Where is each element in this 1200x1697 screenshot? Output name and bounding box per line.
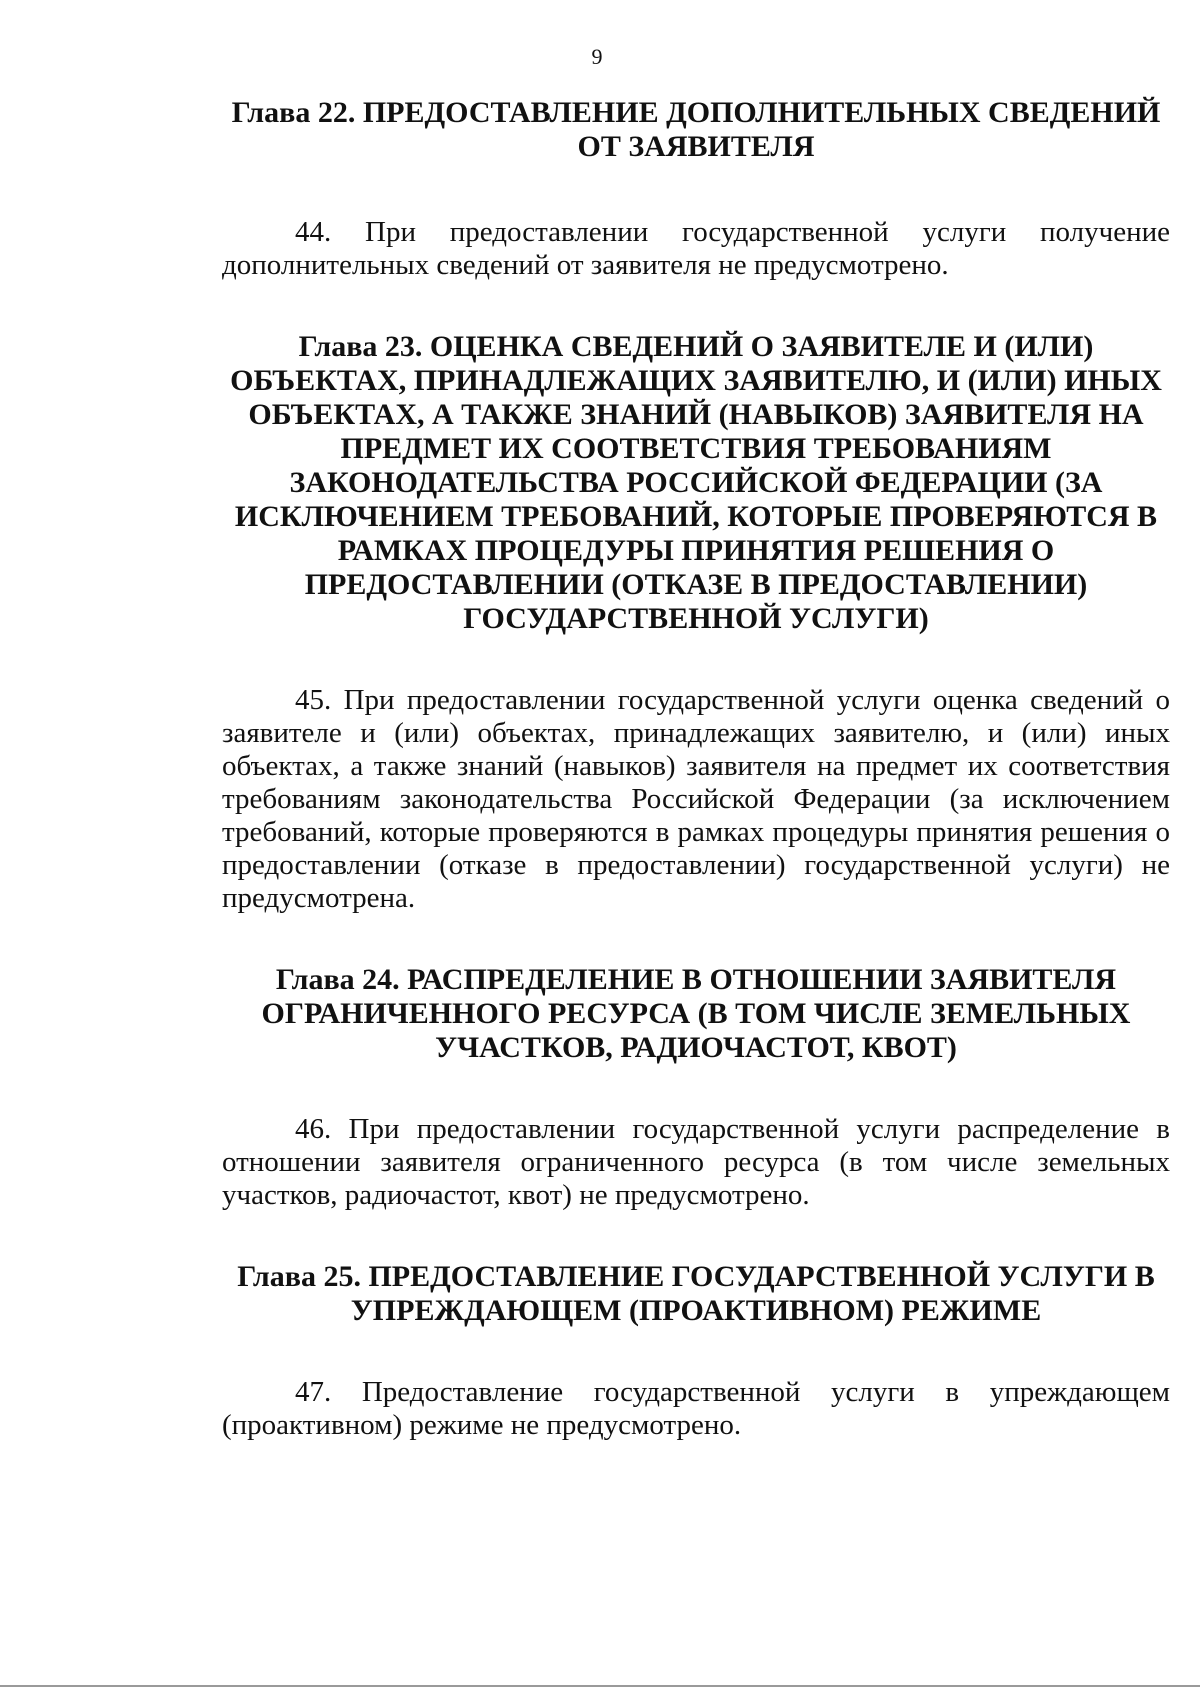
chapter-24-heading: Глава 24. РАСПРЕДЕЛЕНИЕ В ОТНОШЕНИИ ЗАЯВИТЕЛЯ ОГРАНИЧЕННОГО РЕСУРСА (В ТОМ ЧИСЛЕ ЗЕМЕЛЬНЫХ УЧАСТКОВ, РАДИОЧАСТОТ, КВОТ) — [261, 963, 1131, 1064]
paragraph-47: 47. Предоставление государственной услуги в упреждающем (проактивном) режиме не предусмотрено. — [222, 1376, 1170, 1441]
page-number: 9 — [591, 44, 603, 69]
paragraph-44: 44. При предоставлении государственной услуги получение дополнительных сведений от заявителя не предусмотрено. — [222, 216, 1170, 281]
chapter-23-heading: Глава 23. ОЦЕНКА СВЕДЕНИЙ О ЗАЯВИТЕЛЕ И (ИЛИ) ОБЪЕКТАХ, ПРИНАДЛЕЖАЩИХ ЗАЯВИТЕЛЮ, И (ИЛИ) ИНЫХ ОБЪЕКТАХ, А ТАКЖЕ ЗНАНИЙ (НАВЫКОВ) ЗАЯВИТЕЛЯ НА ПРЕДМЕТ ИХ СООТВЕТСТВИЯ ТРЕБОВАНИЯМ ЗАКОНОДАТЕЛЬСТВА РОССИЙСКОЙ ФЕДЕРАЦИИ (ЗА ИСКЛЮЧЕНИЕМ ТРЕБОВАНИЙ, КОТОРЫЕ ПРОВЕРЯЮТСЯ В РАМКАХ ПРОЦЕДУРЫ ПРИНЯТИЯ РЕШЕНИЯ О ПРЕДОСТАВЛЕНИИ (ОТКАЗЕ В ПРЕДОСТАВЛЕНИИ) ГОСУДАРСТВЕННОЙ УСЛУГИ) — [230, 330, 1162, 635]
document-body — [222, 96, 1170, 1442]
chapter-22-heading: Глава 22. ПРЕДОСТАВЛЕНИЕ ДОПОЛНИТЕЛЬНЫХ СВЕДЕНИЙ ОТ ЗАЯВИТЕЛЯ — [231, 96, 1161, 163]
paragraph-45: 45. При предоставлении государственной услуги оценка сведений о заявителе и (или) объектах, принадлежащих заявителю, и (или) иных объектах, а также знаний (навыков) заявителя на предмет их соответствия требованиям законодательства Российской Федерации (за исключением требований, которые проверяются в рамках процедуры принятия решения о предоставлении (отказе в предоставлении) государственной услуги) не предусмотрена. — [222, 684, 1170, 914]
paragraph-46: 46. При предоставлении государственной услуги распределение в отношении заявителя ограниченного ресурса (в том числе земельных участков, радиочастот, квот) не предусмотрено. — [222, 1113, 1170, 1211]
bottom-scan-edge — [0, 1685, 1200, 1687]
chapter-25-heading: Глава 25. ПРЕДОСТАВЛЕНИЕ ГОСУДАРСТВЕННОЙ УСЛУГИ В УПРЕЖДАЮЩЕМ (ПРОАКТИВНОМ) РЕЖИМЕ — [237, 1260, 1155, 1327]
